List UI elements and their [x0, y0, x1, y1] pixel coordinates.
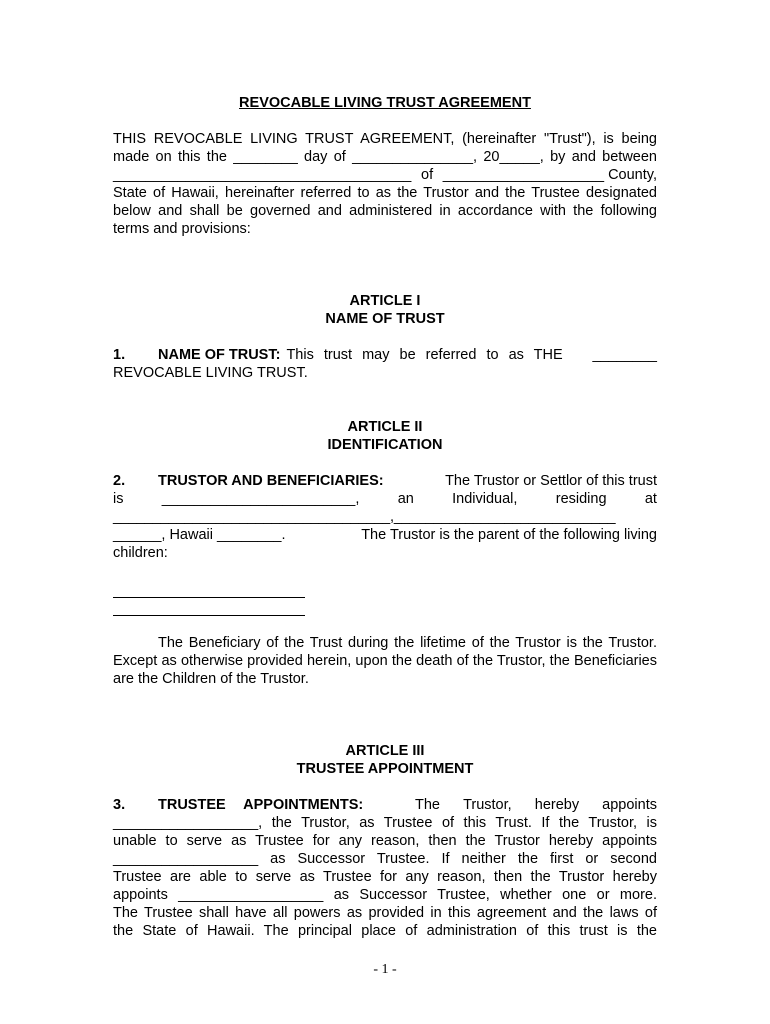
- section-label: TRUSTOR AND BENEFICIARIES:: [158, 473, 384, 489]
- section-label: TRUSTEE APPOINTMENTS:: [158, 797, 364, 813]
- article-2-heading: ARTICLE II: [347, 419, 423, 435]
- article-2-line: children:: [113, 545, 168, 561]
- article-3-heading: ARTICLE III: [345, 743, 425, 759]
- intro-line: THIS REVOCABLE LIVING TRUST AGREEMENT, (hereinafter "Trust"), is being: [113, 131, 657, 147]
- intro-blank: _____________________________________: [113, 167, 412, 183]
- address-blank-line: ___________________________________,____________________________: [113, 509, 616, 525]
- trustor-name-blank: ________________________,: [161, 491, 360, 507]
- intro-line: below and shall be governed and administered in accordance with the following: [113, 203, 657, 219]
- article-1-text: This trust may be referred to as THE: [286, 347, 563, 363]
- article-1-subheading: NAME OF TRUST: [325, 311, 445, 327]
- article-1-heading: ARTICLE I: [349, 293, 421, 309]
- article-3-section: [113, 796, 657, 940]
- article-2-text: The Trustor or Settlor of this trust: [445, 473, 657, 489]
- article-1-line: REVOCABLE LIVING TRUST.: [113, 365, 308, 381]
- intro-line: State of Hawaii, hereinafter referred to as the Trustor and the Trustee designated: [113, 185, 657, 201]
- intro-line: [113, 166, 657, 184]
- section-number: 3.: [113, 797, 126, 813]
- article-1-blank: ________: [592, 347, 657, 363]
- word: The: [415, 797, 440, 813]
- article-1-line: [113, 346, 657, 364]
- word: hereby: [534, 797, 580, 813]
- document-body: [113, 94, 657, 940]
- section-number: 2.: [113, 473, 126, 489]
- child-name-blank: [113, 598, 305, 616]
- children-blanks: [113, 580, 657, 616]
- intro-line: terms and provisions:: [113, 221, 251, 237]
- page-number: - 1 -: [373, 962, 397, 977]
- article-3-line: [113, 796, 657, 814]
- article-2-line: [113, 526, 657, 544]
- intro-line: made on this the ________ day of _______________, 20_____, by and between: [113, 149, 657, 165]
- article-2-subheading: IDENTIFICATION: [327, 437, 443, 453]
- word: Trustor,: [463, 797, 512, 813]
- section-number: 1.: [113, 347, 126, 363]
- word: appoints: [602, 797, 657, 813]
- intro-county: ____________________ County,: [442, 167, 657, 183]
- article-2-line: [113, 490, 657, 508]
- article-3-subheading: TRUSTEE APPOINTMENT: [296, 761, 474, 777]
- article-3-line: __________________ as Successor Trustee. If neither the first or second: [113, 851, 657, 867]
- word: residing: [555, 491, 607, 507]
- word: an: [397, 491, 414, 507]
- article-3-line: the State of Hawaii. The principal place of administration of this trust is the: [113, 923, 657, 939]
- article-3-line: appoints __________________ as Successor Trustee, whether one or more.: [113, 887, 657, 903]
- document-title: REVOCABLE LIVING TRUST AGREEMENT: [239, 95, 531, 111]
- intro-of: of: [421, 167, 434, 183]
- intro-paragraph: [113, 130, 657, 238]
- city-zip-blank: ______, Hawaii ________.: [113, 527, 286, 543]
- word: is: [113, 491, 124, 507]
- article-3-line: Trustee are able to serve as Trustee for any reason, then the Trustor hereby: [113, 869, 657, 885]
- article-1-section: [113, 346, 657, 382]
- article-2-line: [113, 472, 657, 490]
- child-name-blank: [113, 580, 305, 598]
- article-3-line: unable to serve as Trustee for any reason, then the Trustor hereby appoints: [113, 833, 657, 849]
- article-2-text: The Trustor is the parent of the following living: [361, 527, 657, 543]
- section-label: NAME OF TRUST:: [158, 347, 281, 363]
- article-2-section: [113, 472, 657, 688]
- beneficiary-paragraph: The Beneficiary of the Trust during the lifetime of the Trustor is the Trustor. Except as otherwise provided herein, upon the death of the Trustor, the Beneficiaries are the Children of the Trustor.: [113, 635, 657, 687]
- article-3-line: The Trustee shall have all powers as provided in this agreement and the laws of: [113, 905, 657, 921]
- article-3-line: __________________, the Trustor, as Trustee of this Trust. If the Trustor, is: [113, 815, 657, 831]
- word: at: [644, 491, 657, 507]
- word: Individual,: [452, 491, 518, 507]
